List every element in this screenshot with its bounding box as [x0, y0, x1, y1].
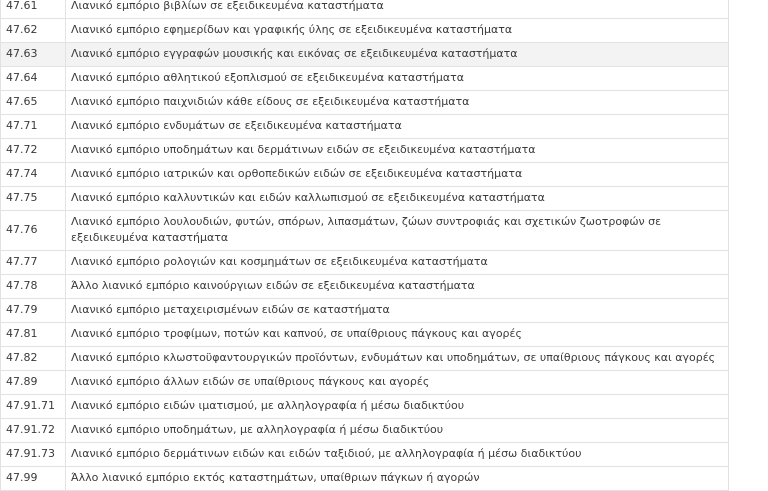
description-cell: Λιανικό εμπόριο υποδημάτων, με αλληλογραφία ή μέσω διαδικτύου: [66, 419, 729, 443]
code-cell: 47.64: [1, 67, 66, 91]
table-row[interactable]: [1, 187, 729, 211]
description-cell: Λιανικό εμπόριο κλωστοϋφαντουργικών προϊόντων, ενδυμάτων και υποδημάτων, σε υπαίθριους πάγκους και αγορές: [66, 347, 729, 371]
description-cell: Λιανικό εμπόριο εγγραφών μουσικής και εικόνας σε εξειδικευμένα καταστήματα: [66, 43, 729, 67]
description-cell: Λιανικό εμπόριο τροφίμων, ποτών και καπνού, σε υπαίθριους πάγκους και αγορές: [66, 323, 729, 347]
code-cell: 47.74: [1, 163, 66, 187]
description-cell: Λιανικό εμπόριο μεταχειρισμένων ειδών σε καταστήματα: [66, 299, 729, 323]
description-cell: Λιανικό εμπόριο υποδημάτων και δερμάτινων ειδών σε εξειδικευμένα καταστήματα: [66, 139, 729, 163]
code-cell: 47.72: [1, 139, 66, 163]
table-row[interactable]: [1, 139, 729, 163]
description-cell: Λιανικό εμπόριο δερμάτινων ειδών και ειδών ταξιδιού, με αλληλογραφία ή μέσω διαδικτύου: [66, 443, 729, 467]
description-cell: Λιανικό εμπόριο αθλητικού εξοπλισμού σε εξειδικευμένα καταστήματα: [66, 67, 729, 91]
description-cell: Λιανικό εμπόριο ιατρικών και ορθοπεδικών ειδών σε εξειδικευμένα καταστήματα: [66, 163, 729, 187]
table-row[interactable]: [1, 67, 729, 91]
code-cell: 47.65: [1, 91, 66, 115]
code-cell: 47.76: [1, 211, 66, 251]
description-cell: Λιανικό εμπόριο παιχνιδιών κάθε είδους σε εξειδικευμένα καταστήματα: [66, 91, 729, 115]
description-cell: Λιανικό εμπόριο ρολογιών και κοσμημάτων σε εξειδικευμένα καταστήματα: [66, 251, 729, 275]
code-cell: 47.89: [1, 371, 66, 395]
table-row[interactable]: [1, 275, 729, 299]
code-cell: 47.99: [1, 467, 66, 491]
table-row[interactable]: [1, 467, 729, 491]
table-row[interactable]: [1, 323, 729, 347]
code-cell: 47.91.73: [1, 443, 66, 467]
code-cell: 47.79: [1, 299, 66, 323]
table-row[interactable]: [1, 299, 729, 323]
description-cell: Λιανικό εμπόριο λουλουδιών, φυτών, σπόρων, λιπασμάτων, ζώων συντροφιάς και σχετικών ζωοτροφών σε εξειδικευμένα καταστήματα: [66, 211, 729, 251]
table-row[interactable]: [1, 91, 729, 115]
table-row[interactable]: [1, 211, 729, 251]
table-row[interactable]: [1, 19, 729, 43]
code-cell: 47.63: [1, 43, 66, 67]
table-row[interactable]: [1, 251, 729, 275]
description-cell: Λιανικό εμπόριο ενδυμάτων σε εξειδικευμένα καταστήματα: [66, 115, 729, 139]
table-row[interactable]: [1, 395, 729, 419]
table-row[interactable]: [1, 419, 729, 443]
description-cell: Λιανικό εμπόριο καλλυντικών και ειδών καλλωπισμού σε εξειδικευμένα καταστήματα: [66, 187, 729, 211]
activity-codes-table-body: [1, 0, 729, 491]
table-row[interactable]: [1, 163, 729, 187]
description-cell: Λιανικό εμπόριο βιβλίων σε εξειδικευμένα καταστήματα: [66, 0, 729, 19]
description-cell: Άλλο λιανικό εμπόριο εκτός καταστημάτων, υπαίθριων πάγκων ή αγορών: [66, 467, 729, 491]
table-row[interactable]: [1, 347, 729, 371]
code-cell: 47.91.72: [1, 419, 66, 443]
table-row[interactable]: [1, 371, 729, 395]
code-cell: 47.75: [1, 187, 66, 211]
description-cell: Λιανικό εμπόριο ειδών ιματισμού, με αλληλογραφία ή μέσω διαδικτύου: [66, 395, 729, 419]
table-row[interactable]: [1, 0, 729, 19]
code-cell: 47.62: [1, 19, 66, 43]
description-cell: Λιανικό εμπόριο εφημερίδων και γραφικής ύλης σε εξειδικευμένα καταστήματα: [66, 19, 729, 43]
code-cell: 47.82: [1, 347, 66, 371]
code-cell: 47.77: [1, 251, 66, 275]
table-row[interactable]: [1, 43, 729, 67]
code-cell: 47.78: [1, 275, 66, 299]
code-cell: 47.81: [1, 323, 66, 347]
description-cell: Λιανικό εμπόριο άλλων ειδών σε υπαίθριους πάγκους και αγορές: [66, 371, 729, 395]
description-cell: Άλλο λιανικό εμπόριο καινούργιων ειδών σε εξειδικευμένα καταστήματα: [66, 275, 729, 299]
table-row[interactable]: [1, 115, 729, 139]
table-row[interactable]: [1, 443, 729, 467]
code-cell: 47.91.71: [1, 395, 66, 419]
code-cell: 47.61: [1, 0, 66, 19]
code-cell: 47.71: [1, 115, 66, 139]
